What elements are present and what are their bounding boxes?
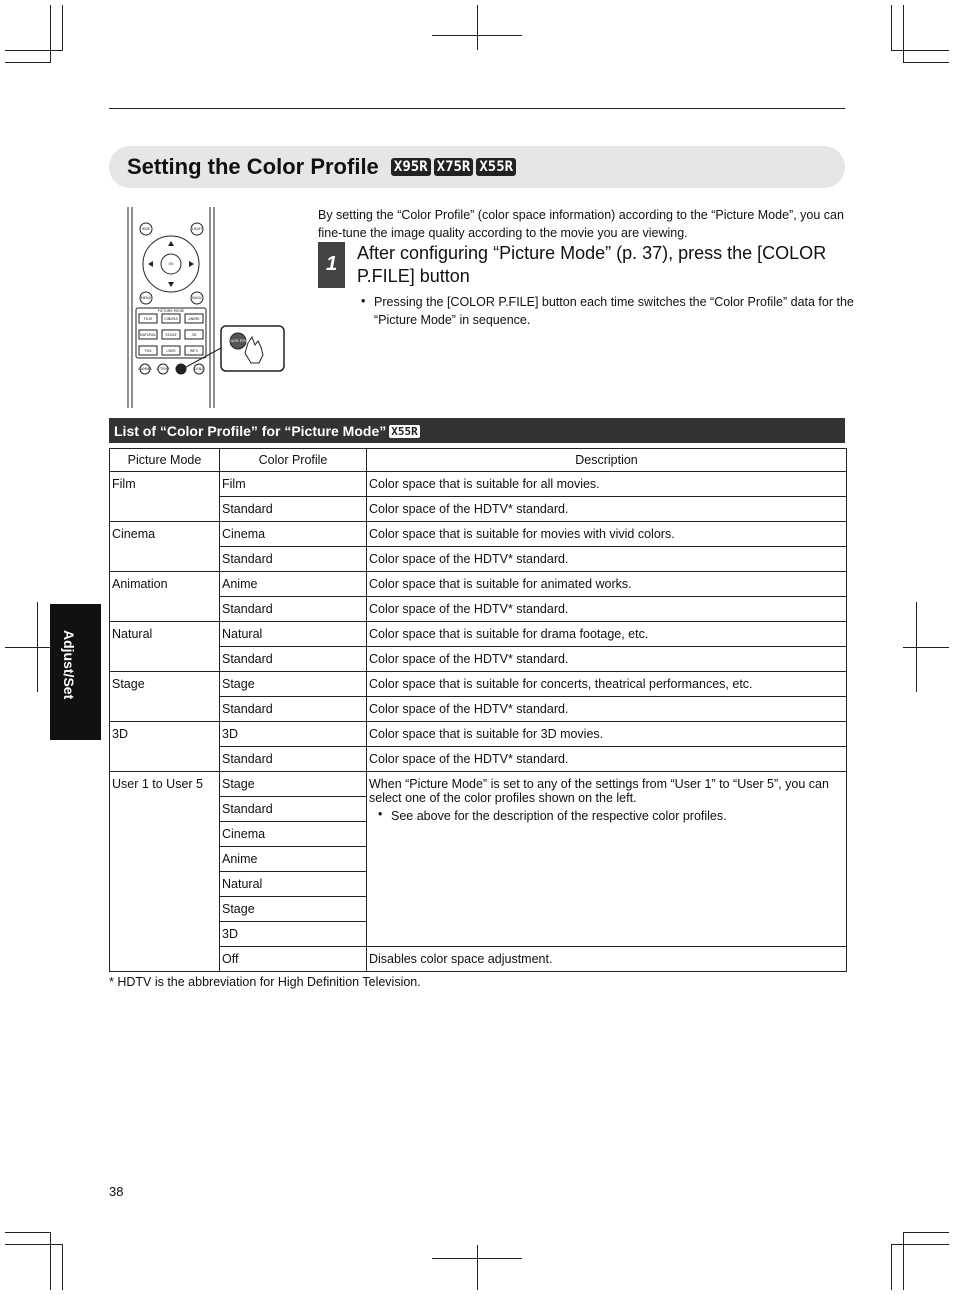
description-cell: Color space that is suitable for all movies. [367, 472, 847, 497]
crop-mark [50, 1232, 51, 1290]
color-profile-cell: Stage [220, 672, 367, 697]
side-tab [50, 604, 101, 740]
description-cell: Color space of the HDTV* standard. [367, 697, 847, 722]
picture-mode-cell: Cinema [110, 522, 220, 572]
crop-mark [5, 1244, 63, 1245]
description-cell: Color space that is suitable for animated works. [367, 572, 847, 597]
description-cell: Color space that is suitable for drama footage, etc. [367, 622, 847, 647]
crop-mark [891, 50, 949, 51]
crop-mark [891, 1244, 949, 1245]
table-header-row [110, 449, 847, 472]
color-profile-cell: Natural [220, 622, 367, 647]
svg-text:CINEMA: CINEMA [164, 317, 178, 321]
color-profile-cell: Standard [220, 547, 367, 572]
step-number: 1 [318, 242, 345, 288]
crop-mark [5, 50, 63, 51]
title-bar [109, 146, 845, 188]
crop-mark [5, 1232, 51, 1233]
color-profile-cell: Off [220, 947, 367, 972]
header-rule [109, 108, 845, 109]
footnote: * HDTV is the abbreviation for High Definition Television. [109, 975, 421, 989]
color-profile-cell: Standard [220, 497, 367, 522]
crop-mark [903, 647, 949, 648]
page-title-text: Setting the Color Profile [127, 154, 379, 179]
svg-text:FILM: FILM [143, 317, 153, 321]
svg-text:C.TEMP: C.TEMP [156, 367, 170, 372]
color-profile-cell: Stage [220, 897, 367, 922]
svg-text:ANIME: ANIME [188, 317, 200, 321]
step-instruction: After configuring “Picture Mode” (p. 37), press the [COLOR P.FILE] button [357, 243, 827, 286]
table-row [110, 522, 847, 547]
crop-mark [903, 62, 949, 63]
model-badge: X75R [434, 158, 474, 176]
description-cell [367, 772, 847, 947]
color-profile-cell: Standard [220, 647, 367, 672]
table-row [110, 722, 847, 747]
description-cell: Disables color space adjustment. [367, 947, 847, 972]
svg-text:BACK: BACK [192, 296, 202, 301]
user-mode-note [369, 809, 844, 823]
svg-text:GAMMA: GAMMA [138, 367, 152, 372]
crop-mark [891, 1244, 892, 1290]
table-row [110, 672, 847, 697]
color-profile-cell: Standard [220, 697, 367, 722]
model-badge: X55R [476, 158, 516, 176]
color-profile-cell: Stage [220, 772, 367, 797]
color-profile-cell: Film [220, 472, 367, 497]
page-title [127, 154, 516, 180]
picture-mode-cell: Stage [110, 672, 220, 722]
crop-mark [477, 5, 478, 50]
table-row [110, 547, 847, 572]
user-mode-description: When “Picture Mode” is set to any of the settings from “User 1” to “User 5”, you can select one of the color profiles shown on the left. [369, 777, 829, 805]
crop-mark [891, 5, 892, 51]
table-row [110, 772, 847, 797]
svg-text:NATURAL: NATURAL [139, 333, 157, 337]
svg-text:STAGE: STAGE [165, 333, 177, 337]
section-heading-bar [109, 418, 845, 443]
color-profile-cell: Standard [220, 797, 367, 822]
crop-mark [62, 1244, 63, 1290]
color-profile-cell: Cinema [220, 822, 367, 847]
crop-mark [50, 5, 51, 63]
side-tab-label: Adjust/Set [61, 630, 77, 700]
color-profile-cell: Cinema [220, 522, 367, 547]
color-profile-cell: Natural [220, 872, 367, 897]
picture-mode-cell: 3D [110, 722, 220, 772]
remote-control-illustration [120, 205, 290, 410]
description-cell: Color space that is suitable for 3D movies. [367, 722, 847, 747]
table-row [110, 697, 847, 722]
crop-mark [5, 62, 51, 63]
bullet-icon: • [378, 807, 383, 821]
crop-mark [916, 602, 917, 692]
model-badge: X55R [391, 425, 418, 438]
crop-mark [37, 602, 38, 692]
column-header: Color Profile [220, 449, 367, 472]
color-profile-cell: Standard [220, 747, 367, 772]
crop-mark [62, 5, 63, 51]
table-row [110, 622, 847, 647]
section-heading [114, 423, 420, 439]
svg-text:INFO: INFO [189, 349, 199, 353]
column-header: Picture Mode [110, 449, 220, 472]
svg-text:HIDE: HIDE [141, 227, 151, 232]
step-note [361, 293, 860, 329]
intro-paragraph: By setting the “Color Profile” (color space information) according to the “Picture Mode”, you can fine-tune the image quality according to the movie you are viewing. [318, 208, 844, 240]
table-row [110, 572, 847, 597]
description-cell: Color space of the HDTV* standard. [367, 747, 847, 772]
color-profile-cell: 3D [220, 722, 367, 747]
table-row [110, 647, 847, 672]
table-row [110, 747, 847, 772]
description-cell: Color space of the HDTV* standard. [367, 497, 847, 522]
user-mode-note-text: See above for the description of the respective color profiles. [391, 809, 727, 823]
picture-mode-cell: Animation [110, 572, 220, 622]
svg-text:LIGHT: LIGHT [191, 227, 203, 232]
description-cell: Color space of the HDTV* standard. [367, 547, 847, 572]
table-row [110, 472, 847, 497]
table-row [110, 497, 847, 522]
svg-text:LENS: LENS [194, 367, 204, 372]
section-heading-text: List of “Color Profile” for “Picture Mode” [114, 423, 387, 439]
crop-mark [477, 1245, 478, 1290]
svg-text:USER: USER [166, 349, 176, 353]
picture-mode-cell: User 1 to User 5 [110, 772, 220, 972]
crop-mark [5, 647, 51, 648]
color-profile-table [109, 448, 847, 972]
table-row [110, 947, 847, 972]
bullet-icon: • [361, 294, 366, 308]
model-badge: X95R [391, 158, 431, 176]
color-profile-cell: 3D [220, 922, 367, 947]
description-cell: Color space that is suitable for concerts, theatrical performances, etc. [367, 672, 847, 697]
crop-mark [903, 1232, 904, 1290]
svg-text:MENU: MENU [140, 296, 152, 301]
svg-text:3D: 3D [191, 333, 197, 337]
picture-mode-cell: Film [110, 472, 220, 522]
picture-mode-cell: Natural [110, 622, 220, 672]
color-profile-cell: Anime [220, 847, 367, 872]
step-note-text: Pressing the [COLOR P.FILE] button each time switches the “Color Profile” data for the “Picture Mode” in sequence. [374, 295, 854, 327]
description-cell: Color space of the HDTV* standard. [367, 597, 847, 622]
color-profile-cell: Standard [220, 597, 367, 622]
description-cell: Color space that is suitable for movies with vivid colors. [367, 522, 847, 547]
crop-mark [903, 5, 904, 63]
page-number: 38 [109, 1184, 124, 1199]
svg-text:COLOR P.FILE: COLOR P.FILE [226, 339, 250, 343]
description-cell: Color space of the HDTV* standard. [367, 647, 847, 672]
column-header: Description [367, 449, 847, 472]
color-profile-cell: Anime [220, 572, 367, 597]
svg-text:PICTURE MODE: PICTURE MODE [157, 309, 185, 313]
svg-text:OK: OK [168, 262, 174, 267]
crop-mark [903, 1232, 949, 1233]
table-row [110, 597, 847, 622]
svg-text:THX: THX [144, 349, 152, 353]
